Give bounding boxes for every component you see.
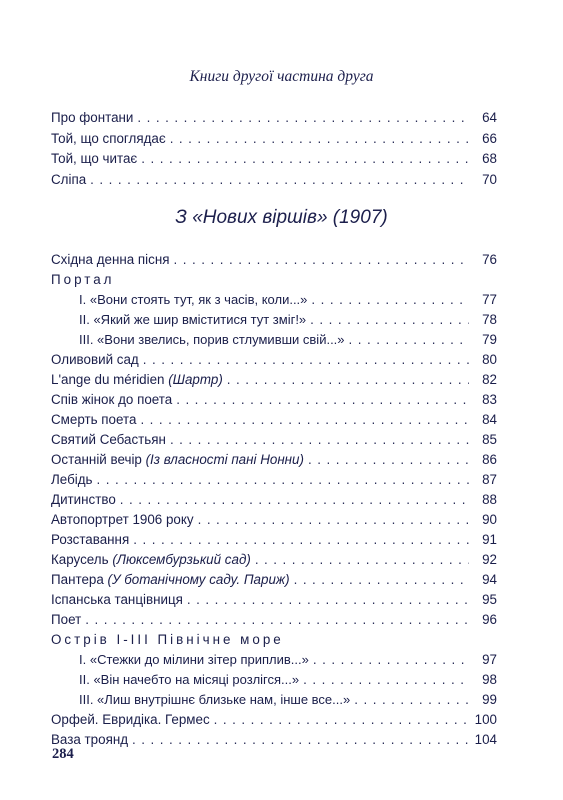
toc-entry-title-text: I. «Стежки до мілини зітер приплив...» xyxy=(79,652,309,667)
toc-entry-title xyxy=(51,149,137,169)
toc-list-new-poems xyxy=(51,250,497,750)
toc-entry-title-text: Останній вечір xyxy=(51,452,146,467)
toc-entry-title-text: Автопортрет 1906 року xyxy=(51,512,194,527)
toc-page-number: 64 xyxy=(482,110,497,125)
toc-entry-title xyxy=(79,310,306,330)
toc-entry-title-text: Про фонтани xyxy=(51,110,134,125)
dot-leader xyxy=(354,690,469,710)
toc-entry xyxy=(51,310,497,330)
toc-entry-title xyxy=(51,270,114,290)
toc-entry xyxy=(51,390,497,410)
dot-leader xyxy=(308,450,469,470)
toc-entry-title xyxy=(79,670,299,690)
toc-entry-title xyxy=(51,410,136,430)
toc-entry xyxy=(51,330,497,350)
toc-page-number: 88 xyxy=(482,492,497,507)
section-title-book-two: Книги другої частина друга xyxy=(189,68,374,85)
toc-entry-title xyxy=(51,530,129,550)
toc-entry xyxy=(51,590,497,610)
toc-entry-title-text: Ваза троянд xyxy=(51,732,129,747)
dot-leader xyxy=(214,710,469,730)
dot-leader xyxy=(187,590,469,610)
toc-page-number: 76 xyxy=(482,252,497,267)
dot-leader xyxy=(174,250,469,270)
toc-page-number: 68 xyxy=(482,151,497,166)
toc-entry-title-text: Сліпа xyxy=(51,171,87,187)
toc-entry-title xyxy=(51,129,166,149)
toc-entry xyxy=(51,370,497,390)
toc-page-number: 92 xyxy=(482,552,497,567)
toc-entry-title xyxy=(79,650,309,670)
toc-page-number: 79 xyxy=(482,332,497,347)
dot-leader xyxy=(132,730,469,750)
toc-page-number: 77 xyxy=(482,292,497,307)
dot-leader xyxy=(198,510,469,530)
toc-page-number: 85 xyxy=(482,432,497,447)
toc-entry xyxy=(51,410,497,430)
toc-page-number: 94 xyxy=(482,572,497,587)
toc-list-book-two xyxy=(51,108,497,190)
toc-page-number: 90 xyxy=(482,512,497,527)
toc-entry-title-text: Портал xyxy=(51,272,115,287)
toc-page-number: 87 xyxy=(482,472,497,487)
toc-entry-title xyxy=(51,108,133,128)
toc-entry-title xyxy=(51,710,210,730)
toc-entry xyxy=(51,129,497,150)
toc-entry xyxy=(51,290,497,310)
toc-page-number: 70 xyxy=(482,171,497,187)
toc-entry xyxy=(51,710,497,730)
toc-entry-title xyxy=(51,250,170,270)
toc-entry-title-text: Острів I-III Північне море xyxy=(51,632,284,647)
toc-page-number: 82 xyxy=(482,372,497,387)
dot-leader xyxy=(310,310,469,330)
toc-entry-title xyxy=(79,330,345,350)
toc-entry xyxy=(51,690,497,710)
toc-entry-title-text: Той, що споглядає xyxy=(51,130,166,146)
toc-page-number: 83 xyxy=(482,392,497,407)
toc-page-number: 104 xyxy=(474,732,497,747)
toc-entry-title-text: Пантера xyxy=(51,572,108,587)
toc-entry-title xyxy=(51,170,86,190)
toc-entry xyxy=(51,510,497,530)
toc-group-heading xyxy=(51,270,497,290)
dot-leader xyxy=(255,550,469,570)
page-number: 284 xyxy=(52,746,74,762)
dot-leader xyxy=(90,170,469,190)
toc-entry xyxy=(51,250,497,270)
toc-entry xyxy=(51,670,497,690)
toc-entry-title-text: Святий Себастьян xyxy=(51,432,166,447)
dot-leader xyxy=(170,430,469,450)
toc-entry xyxy=(51,650,497,670)
toc-page-number: 95 xyxy=(482,592,497,607)
toc-entry-title-text: III. «Вони звелись, порив стлумивши свій...» xyxy=(79,332,345,347)
toc-entry-title xyxy=(79,290,307,310)
toc-group-heading xyxy=(51,630,497,650)
toc-entry xyxy=(51,550,497,570)
toc-entry xyxy=(51,470,497,490)
toc-page-number: 84 xyxy=(482,412,497,427)
toc-page-number: 78 xyxy=(482,312,497,327)
toc-entry-title xyxy=(51,450,304,470)
dot-leader xyxy=(85,610,469,630)
toc-entry-title-text: Карусель xyxy=(51,552,113,567)
dot-leader xyxy=(140,410,469,430)
toc-entry xyxy=(51,530,497,550)
toc-page-number: 86 xyxy=(482,452,497,467)
toc-entry-title xyxy=(79,690,350,710)
toc-entry-title xyxy=(51,630,284,650)
toc-entry xyxy=(51,570,497,590)
toc-entry xyxy=(51,450,497,470)
toc-entry-title-text: Іспанська танцівниця xyxy=(51,592,183,607)
toc-entry-subtitle: (Із власності пані Нонни) xyxy=(145,452,304,467)
dot-leader xyxy=(294,570,469,590)
toc-entry-subtitle: (У ботанічному саду. Париж) xyxy=(107,572,290,587)
toc-entry xyxy=(51,170,497,191)
toc-entry xyxy=(51,610,497,630)
toc-entry-title-text: Той, що читає xyxy=(51,151,138,166)
dot-leader xyxy=(170,129,469,149)
dot-leader xyxy=(143,350,469,370)
toc-entry xyxy=(51,350,497,370)
dot-leader xyxy=(120,490,469,510)
toc-page-number: 80 xyxy=(482,352,497,367)
toc-entry-title-text: Смерть поета xyxy=(51,412,137,427)
dot-leader xyxy=(133,530,469,550)
dot-leader xyxy=(311,290,469,310)
dot-leader xyxy=(97,470,469,490)
toc-entry-title-text: Орфей. Евридіка. Гермес xyxy=(51,712,210,727)
toc-entry xyxy=(51,430,497,450)
toc-entry-title-text: L'ange du méridien xyxy=(51,372,169,387)
toc-entry-title xyxy=(51,430,166,450)
toc-entry-title-text: II. «Який же шир вміститися тут зміг!» xyxy=(79,312,307,327)
toc-page-number: 97 xyxy=(482,652,497,667)
toc-entry-title-text: III. «Лиш внутрішнє близьке нам, інше все...» xyxy=(79,692,351,707)
toc-entry-title xyxy=(51,590,183,610)
section-title-new-poems: З «Нових віршів» (1907) xyxy=(175,207,388,228)
toc-entry-title-text: Східна денна пісня xyxy=(51,252,170,267)
toc-page-number: 91 xyxy=(482,532,497,547)
toc-entry-title xyxy=(51,390,172,410)
toc-entry-title xyxy=(51,570,290,590)
dot-leader xyxy=(349,330,469,350)
toc-entry-title-text: I. «Вони стоять тут, як з часів, коли...» xyxy=(79,292,308,307)
toc-page-number: 98 xyxy=(482,672,497,687)
dot-leader xyxy=(303,670,469,690)
toc-entry xyxy=(51,490,497,510)
toc-entry-title xyxy=(51,510,194,530)
toc-entry-title xyxy=(51,350,139,370)
toc-entry-title-text: Спів жінок до поета xyxy=(51,392,173,407)
toc-entry-title xyxy=(51,550,251,570)
toc-entry-title xyxy=(51,610,81,630)
dot-leader xyxy=(176,390,469,410)
toc-entry-title xyxy=(51,370,223,390)
dot-leader xyxy=(227,370,469,390)
toc-entry-subtitle: (Люксембурзький сад) xyxy=(112,552,251,567)
dot-leader xyxy=(141,149,469,169)
toc-entry-title-text: Оливовий сад xyxy=(51,352,139,367)
toc-entry xyxy=(51,730,497,750)
toc-entry-title xyxy=(51,490,116,510)
toc-entry-title-text: Розставання xyxy=(51,532,130,547)
toc-page-number: 96 xyxy=(482,612,497,627)
toc-entry-title-text: II. «Він начебто на місяці розлігся...» xyxy=(79,672,300,687)
toc-page-number: 99 xyxy=(482,692,497,707)
toc-page-number: 100 xyxy=(474,712,497,727)
toc-entry xyxy=(51,149,497,170)
toc-entry-title xyxy=(51,470,93,490)
toc-entry-title-text: Лебідь xyxy=(51,472,93,487)
toc-entry-title-text: Дитинство xyxy=(51,492,116,507)
toc-page-number: 66 xyxy=(482,130,497,146)
toc-entry-subtitle: (Шартр) xyxy=(168,372,223,387)
toc-entry-title-text: Поет xyxy=(51,612,82,627)
dot-leader xyxy=(313,650,469,670)
toc-entry xyxy=(51,108,497,129)
dot-leader xyxy=(137,108,469,128)
